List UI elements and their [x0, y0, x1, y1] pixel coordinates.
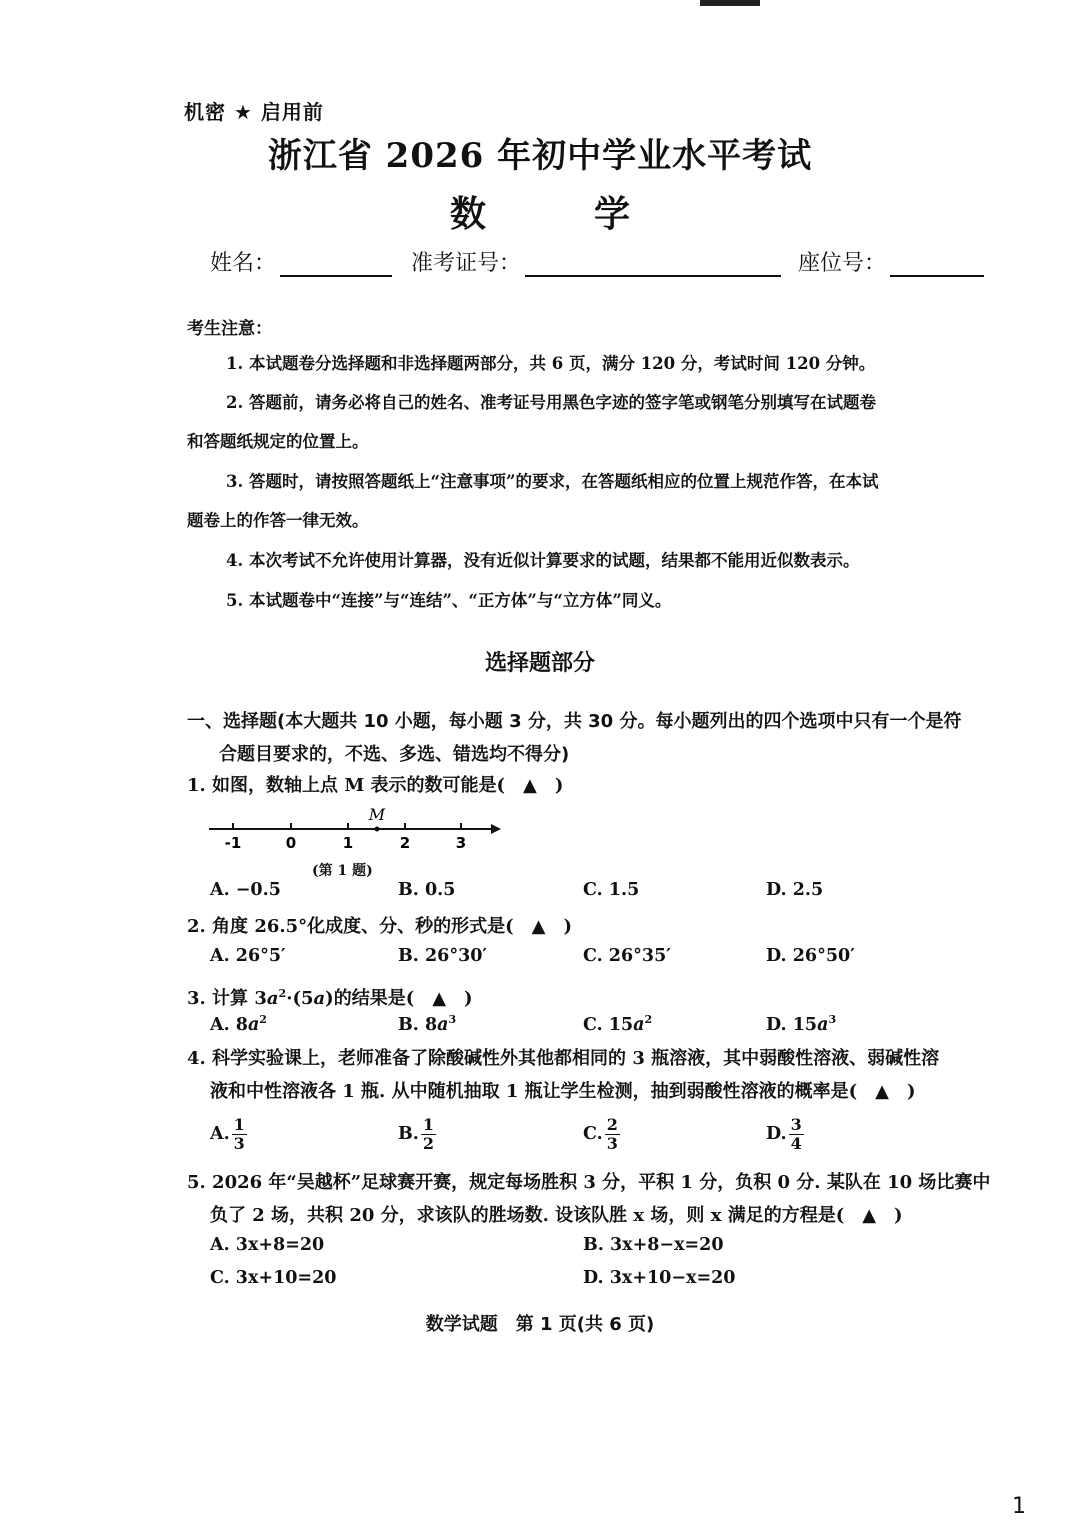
q3-option-d: D. $15a^3$: [766, 1013, 837, 1035]
q5-option-d: D. 3x+10−x=20: [583, 1268, 736, 1288]
part1-instructions: [187, 705, 1017, 771]
exam-id-blank[interactable]: [525, 251, 781, 277]
q3-option-a: A. $8a^2$: [210, 1013, 267, 1035]
q1-stem: 1. 如图，数轴上点 M 表示的数可能是( ▲ ): [187, 775, 564, 796]
seat-field[interactable]: [798, 246, 984, 277]
q3-stem-mid: ·(5: [286, 988, 314, 1009]
subject-char-1: 数: [449, 194, 486, 235]
q5-option-c: C. 3x+10=20: [210, 1268, 337, 1288]
q2-option-d: D. 26°50′: [766, 946, 855, 966]
q5-option-a: A. 3x+8=20: [210, 1235, 325, 1255]
q3-option-b: B. $8a^3$: [398, 1013, 457, 1035]
confidential-label: 机密 ★ 启用前: [184, 100, 324, 124]
point-m-label: M: [368, 808, 386, 824]
q2-stem: 2. 角度 26.5°化成度、分、秒的形式是( ▲ ): [187, 916, 573, 937]
q5-option-b: B. 3x+8−x=20: [583, 1235, 724, 1255]
q3-stem: 3. 计算 $3a^2\cdot(5a)$的结果是( ▲ ): [187, 987, 473, 1009]
q4-option-c: C. $\frac{2}{3}$: [583, 1115, 618, 1153]
notice-item-1: 1. 本试题卷分选择题和非选择题两部分，共 6 页，满分 120 分，考试时间 120 分钟。: [226, 354, 876, 373]
part1-line2: 合题目要求的，不选、多选、错选均不得分): [219, 744, 570, 765]
q5-stem-line2: 负了 2 场，共积 20 分，求该队的胜场数. 设该队胜 x 场，则 x 满足的方程是( ▲ ): [210, 1205, 903, 1226]
q3-stem-pre: 3. 计算 3: [187, 988, 267, 1009]
page-number: 1: [1012, 1494, 1026, 1519]
notice-item-2-cont: 和答题纸规定的位置上。: [187, 432, 369, 451]
q2-option-c: C. 26°35′: [583, 946, 671, 966]
q4-option-b: B. $\frac{1}{2}$: [398, 1115, 435, 1153]
section-title: 选择题部分: [484, 651, 595, 676]
seat-label: 座位号：: [798, 251, 887, 276]
number-line-arrow: [491, 824, 501, 834]
number-line-figure: [205, 808, 505, 856]
page-footer: 数学试题 第 1 页(共 6 页): [425, 1314, 655, 1335]
name-label: 姓名：: [210, 251, 277, 276]
q3-option-c: C. $15a^2$: [583, 1013, 653, 1035]
tick-label: -1: [224, 834, 242, 852]
seat-blank[interactable]: [890, 251, 984, 277]
subject-char-2: 学: [594, 194, 631, 235]
scan-mark: [700, 0, 760, 6]
tick-label: 1: [342, 834, 354, 852]
notice-title: 考生注意：: [187, 319, 272, 339]
notice-item-2: 2. 答题前，请务必将自己的姓名、准考证号用黑色字迹的签字笔或钢笔分别填写在试题卷: [226, 393, 876, 412]
exam-id-field[interactable]: [411, 246, 781, 277]
q1-option-d: D. 2.5: [766, 880, 824, 900]
q1-option-c: C. 1.5: [583, 880, 640, 900]
tick-label: 2: [399, 834, 411, 852]
notice-item-3: 3. 答题时，请按照答题纸上“注意事项”的要求，在答题纸相应的位置上规范作答，在本试: [226, 472, 879, 491]
q5-stem-line1: 5. 2026 年“吴越杯”足球赛开赛，规定每场胜积 3 分，平积 1 分，负积 0 分. 某队在 10 场比赛中: [187, 1172, 991, 1193]
q1-option-b: B. 0.5: [398, 880, 456, 900]
name-field[interactable]: [210, 246, 392, 277]
notice-item-3-cont: 题卷上的作答一律无效。: [187, 511, 369, 530]
tick-label: 3: [455, 834, 467, 852]
subject-title: [0, 186, 1080, 237]
part1-line1: 一、选择题(本大题共 10 小题，每小题 3 分，共 30 分。每小题列出的四个选项中只有一个是符: [187, 711, 962, 732]
q2-option-a: A. 26°5′: [210, 946, 286, 966]
q3-stem-post: )的结果是( ▲ ): [325, 988, 473, 1009]
q4-option-a: A. $\frac{1}{3}$: [210, 1115, 245, 1153]
notice-item-5: 5. 本试题卷中“连接”与“连结”、“正方体”与“立方体”同义。: [226, 591, 672, 610]
notice-item-4: 4. 本次考试不允许使用计算器，没有近似计算要求的试题，结果都不能用近似数表示。: [226, 551, 860, 570]
name-blank[interactable]: [280, 251, 392, 277]
q1-figure-caption: (第 1 题): [312, 863, 373, 879]
q1-option-a: A. −0.5: [210, 880, 281, 900]
exam-title: 浙江省 2026 年初中学业水平考试: [267, 136, 813, 176]
q4-option-d: D. $\frac{3}{4}$: [766, 1115, 802, 1153]
tick-label: 0: [285, 834, 297, 852]
q4-stem-line2: 液和中性溶液各 1 瓶. 从中随机抽取 1 瓶让学生检测，抽到弱酸性溶液的概率是( ▲ ): [210, 1081, 916, 1102]
q4-stem-line1: 4. 科学实验课上，老师准备了除酸碱性外其他都相同的 3 瓶溶液，其中弱酸性溶液、弱碱性溶: [187, 1048, 940, 1069]
point-m: [375, 827, 380, 832]
exam-id-label: 准考证号：: [411, 251, 522, 276]
q2-option-b: B. 26°30′: [398, 946, 488, 966]
